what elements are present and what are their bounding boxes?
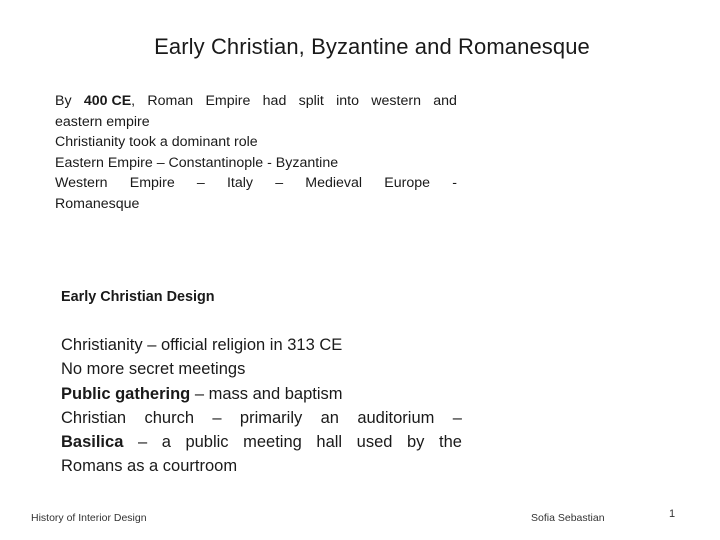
- intro-word: and: [433, 93, 457, 109]
- intro-word: –: [196, 175, 205, 192]
- section-line-1: Christianity – official religion in 313 CE: [61, 336, 343, 354]
- section-line-3: [61, 382, 462, 406]
- section-line-6: Romans as a courtroom: [61, 457, 238, 476]
- intro-word: Empire: [129, 175, 175, 192]
- intro-line-6: Romanesque: [55, 195, 140, 212]
- slide-title: Early Christian, Byzantine and Romanesque: [154, 34, 590, 59]
- intro-word: By: [55, 93, 72, 109]
- intro-word: Medieval: [305, 175, 363, 192]
- section-heading: Early Christian Design: [61, 289, 215, 305]
- section-word: hall: [316, 433, 343, 452]
- section-line-2: No more secret meetings: [61, 360, 246, 379]
- intro-word: Roman: [147, 93, 194, 109]
- footer-course-title: History of Interior Design: [31, 512, 147, 524]
- intro-word: western: [371, 93, 421, 109]
- intro-word: split: [298, 93, 324, 109]
- intro-word: -: [452, 175, 457, 192]
- section-word: auditorium: [357, 408, 435, 427]
- intro-line-5: [55, 173, 457, 194]
- section-word: –: [212, 408, 222, 427]
- intro-comma: ,: [131, 93, 136, 109]
- intro-word: –: [275, 175, 284, 192]
- section-line-5: [61, 430, 462, 454]
- section-word: –: [452, 408, 462, 427]
- intro-word: had: [262, 93, 287, 109]
- section-line-4: [61, 406, 462, 430]
- section-word: used: [356, 433, 393, 452]
- section-word: a: [161, 433, 171, 452]
- section-word: church: [144, 408, 194, 427]
- intro-line-4: Eastern Empire – Constantinople - Byzantine: [55, 154, 339, 171]
- intro-word: Western: [55, 175, 108, 192]
- intro-date: [84, 91, 135, 112]
- intro-line-1: [55, 91, 457, 112]
- section-bold-term: Basilica: [61, 433, 124, 452]
- intro-word: Italy: [226, 175, 254, 192]
- section-word: meeting: [243, 433, 302, 452]
- section-line-3-rest: – mass and baptism: [190, 384, 343, 403]
- footer-author: Sofia Sebastian: [531, 512, 605, 524]
- section-word: the: [438, 433, 462, 452]
- section-word: by: [406, 433, 425, 452]
- section-word: an: [320, 408, 339, 427]
- intro-line-3: Christianity took a dominant role: [55, 134, 258, 151]
- intro-word: Europe: [384, 175, 430, 192]
- section-paragraph: [61, 333, 462, 479]
- intro-word: Empire: [205, 93, 251, 109]
- intro-paragraph: [55, 91, 457, 215]
- section-word: –: [137, 433, 148, 452]
- page-number: 1: [669, 508, 676, 520]
- intro-date-bold: 400 CE: [83, 93, 132, 109]
- section-bold-term: Public gathering: [61, 384, 191, 403]
- section-word: public: [185, 433, 229, 452]
- intro-word: into: [336, 93, 360, 109]
- intro-line-2: eastern empire: [55, 113, 150, 130]
- section-word: Christian: [61, 408, 127, 427]
- section-word: primarily: [239, 408, 303, 427]
